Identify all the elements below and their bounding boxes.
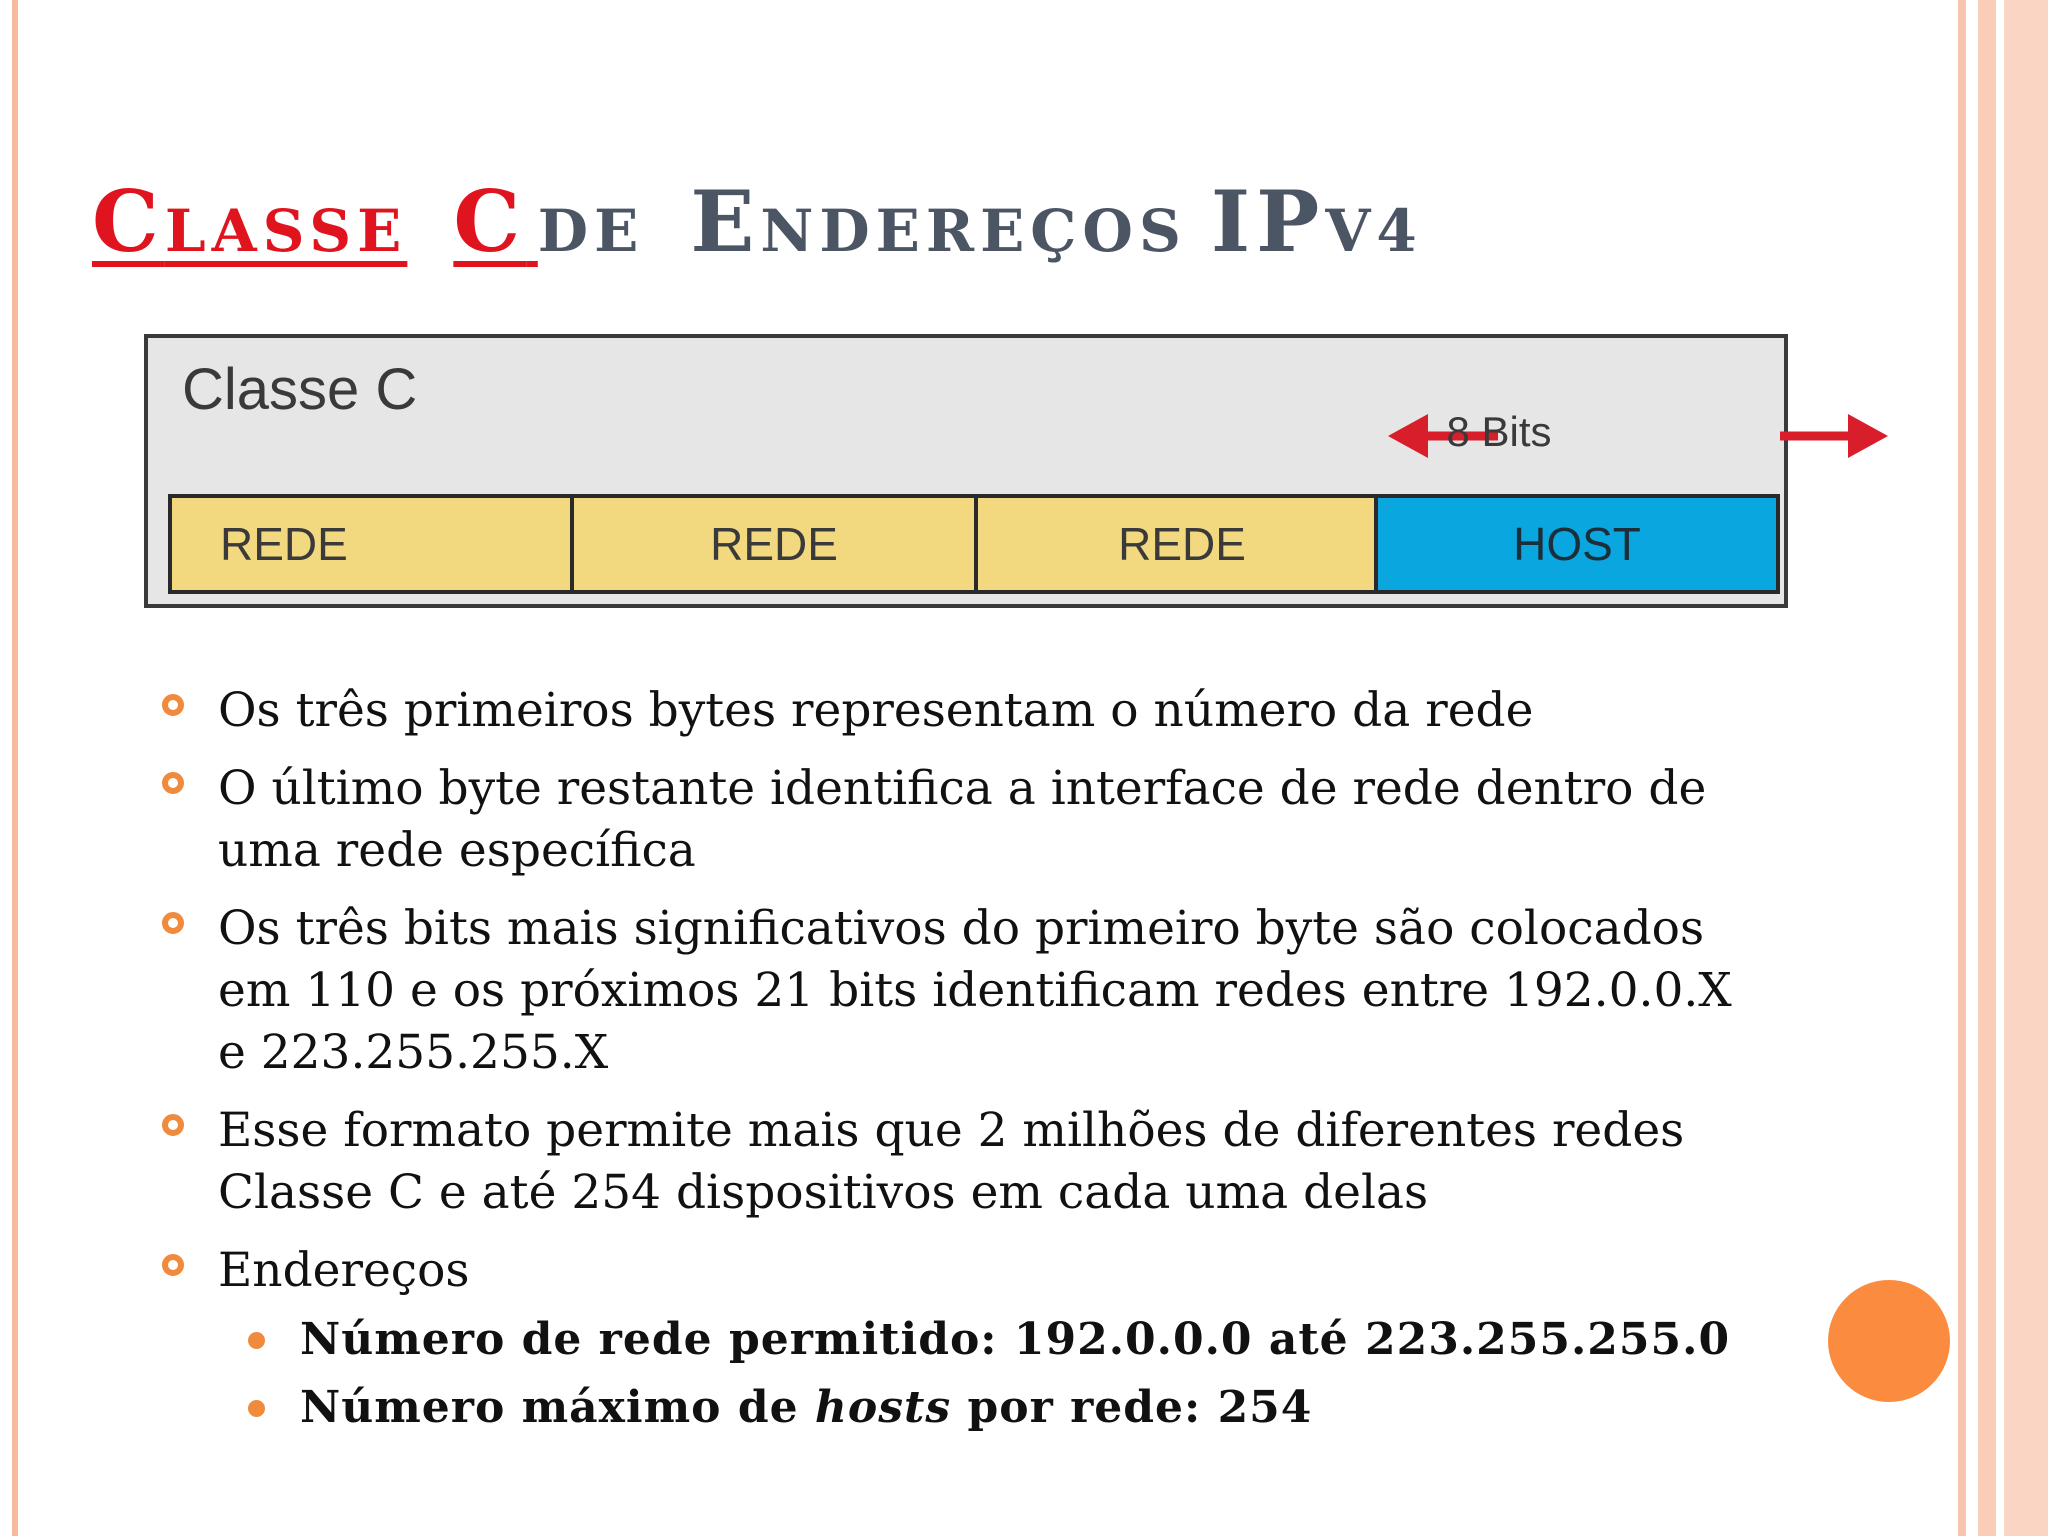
field-rede-1: REDE (172, 498, 574, 590)
address-fields (168, 494, 1780, 594)
frame-right-border-1 (1958, 0, 1966, 1536)
title-link-c[interactable]: C (453, 172, 527, 271)
decorative-circle (1828, 1280, 1950, 1402)
bits-label: 8 Bits (1446, 408, 1552, 455)
bullet-circle-icon (162, 694, 184, 716)
bullet-dot-icon (248, 1400, 265, 1417)
slide-title (92, 172, 1423, 272)
sub-list-item-network-range: Número de rede permitido: 192.0.0.0 até 223.255.255.0 (158, 1306, 1758, 1374)
title-word-de: DE (537, 197, 645, 265)
bullet-circle-icon (162, 772, 184, 794)
sub-list-item-max-hosts: Número máximo de hosts por rede: 254 (158, 1374, 1758, 1442)
title-word-ipv4: IPV4 (1210, 172, 1423, 271)
bullet-list (158, 680, 1758, 1442)
list-item: Esse formato permite mais que 2 milhões de diferentes redes Classe C e até 254 dispositivos em cada uma delas (158, 1100, 1758, 1224)
field-host: HOST (1378, 498, 1776, 590)
list-item: Os três bits mais significativos do primeiro byte são colocados em 110 e os próximos 21 bits identificam redes entre 192.0.0.X e 223.255.255.X (158, 898, 1758, 1084)
list-item: Endereços (158, 1240, 1758, 1302)
class-c-diagram (144, 334, 1788, 608)
bullet-circle-icon (162, 1114, 184, 1136)
title-word-enderecos: ENDEREÇOS (690, 172, 1187, 271)
frame-right-border-3 (2004, 0, 2048, 1536)
field-rede-2: REDE (574, 498, 978, 590)
bullet-circle-icon (162, 1254, 184, 1276)
frame-right-border-2 (1978, 0, 1996, 1536)
list-item: Os três primeiros bytes representam o número da rede (158, 680, 1758, 742)
list-item: O último byte restante identifica a interface de rede dentro de uma rede específica (158, 758, 1758, 882)
diagram-title: Classe C (182, 357, 418, 422)
bullet-circle-icon (162, 912, 184, 934)
title-link-classe[interactable]: CLASSE (92, 172, 408, 271)
bullet-dot-icon (248, 1332, 265, 1349)
field-rede-3: REDE (978, 498, 1378, 590)
frame-left-border (12, 0, 18, 1536)
